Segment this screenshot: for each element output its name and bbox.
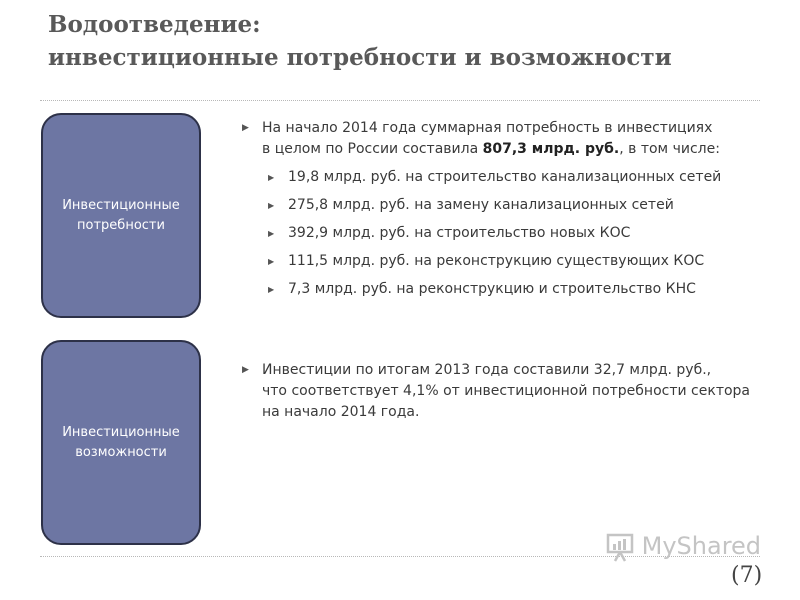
list-item-text: 7,3 млрд. руб. на реконструкцию и строительство КНС <box>288 281 696 297</box>
watermark-text: MyShared <box>641 532 762 560</box>
bullet-arrow-icon: ▶ <box>268 229 275 238</box>
watermark-logo <box>606 532 761 562</box>
list-item <box>268 279 696 299</box>
list-item <box>268 223 631 243</box>
list-item-text: 392,9 млрд. руб. на строительство новых КОС <box>288 225 631 241</box>
needs-box <box>41 113 201 318</box>
list-item-text: 111,5 млрд. руб. на реконструкцию существующих КОС <box>288 253 705 269</box>
needs-box-label: Инвестиционные потребности <box>62 197 180 233</box>
bullet-arrow-icon: ▶ <box>268 173 275 182</box>
possibilities-line3: на начало 2014 года. <box>262 404 420 420</box>
possibilities-line2: что соответствует 4,1% от инвестиционной потребности сектора <box>262 383 751 399</box>
possibilities-box-label: Инвестиционные возможности <box>62 424 180 460</box>
list-item-text: 19,8 млрд. руб. на строительство канализационных сетей <box>288 169 722 185</box>
slide-title-line1: Водоотведение: <box>48 11 261 38</box>
needs-intro-line2 <box>262 139 742 160</box>
slide-title <box>48 8 672 74</box>
list-item <box>268 195 674 215</box>
bullet-arrow-icon: ▶ <box>242 123 249 133</box>
presentation-board-icon <box>606 532 634 562</box>
needs-intro-line2-post: , в том числе: <box>619 141 720 157</box>
top-divider <box>40 100 760 101</box>
possibilities-box <box>41 340 201 545</box>
page-number: (7) <box>731 563 763 588</box>
possibilities-text <box>242 360 762 423</box>
needs-intro-line1: На начало 2014 года суммарная потребность в инвестициях <box>262 120 713 136</box>
bullet-arrow-icon: ▶ <box>268 201 275 210</box>
possibilities-line1: Инвестиции по итогам 2013 года составили 32,7 млрд. руб., <box>262 362 712 378</box>
needs-intro <box>242 118 742 160</box>
bullet-arrow-icon: ▶ <box>242 365 249 375</box>
slide-title-line2: инвестиционные потребности и возможности <box>48 44 672 71</box>
needs-intro-line2-pre: в целом по России составила <box>262 141 483 157</box>
bullet-arrow-icon: ▶ <box>268 257 275 266</box>
bullet-arrow-icon: ▶ <box>268 285 275 294</box>
list-item-text: 275,8 млрд. руб. на замену канализационных сетей <box>288 197 674 213</box>
list-item <box>268 167 722 187</box>
list-item <box>268 251 705 271</box>
needs-total-value: 807,3 млрд. руб. <box>482 141 620 157</box>
